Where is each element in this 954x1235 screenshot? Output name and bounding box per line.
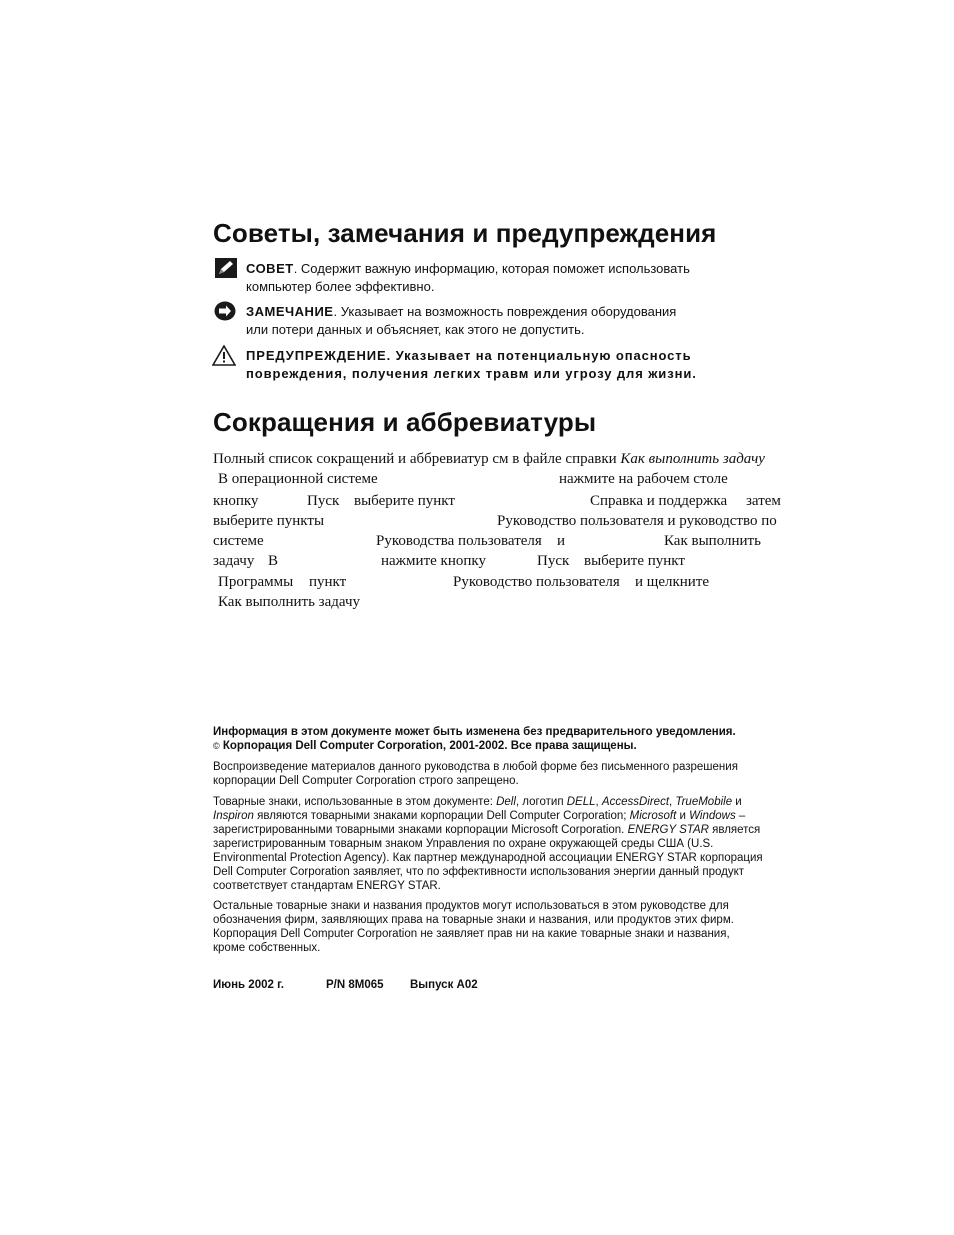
notice-text bbox=[246, 303, 676, 339]
abbrev-l7b: пункт bbox=[309, 574, 347, 590]
abbrev-l6d: Пуск bbox=[537, 553, 570, 569]
copyright-symbol: © bbox=[213, 741, 220, 751]
abbrev-l4a: выберите пункты bbox=[213, 513, 325, 529]
footer-repro: Воспроизведение материалов данного руководства в любой форме без письменного разрешения корпорации Dell Computer Corporation строго запрещено. bbox=[213, 761, 738, 787]
abbrev-l3c: выберите пункт bbox=[354, 493, 455, 509]
notice-line2: или потери данных и объясняет, как этого не допустить. bbox=[246, 322, 585, 337]
footer-trademarks: Товарные знаки, использованные в этом документе: Dell, логотип DELL, AccessDirect, TrueMobile и Inspiron являются товарными знаками корпорации Dell Computer Corporation; Microsoft и Windows – зарегистрированными товарными знаками корпорации Microsoft Corporation. ENERGY STAR является зарегистрированным товарным знаком Управления по охране окружающей среды США (U.S. Environmental Protection Agency). Как партнер международной ассоциации ENERGY STAR корпорация Dell Computer Corporation заявляет, что по эффективности использования энергии данный продукт соответствует стандартам ENERGY STAR. bbox=[213, 796, 763, 892]
abbrev-l4b: Руководство пользователя и руководство по bbox=[497, 513, 777, 529]
abbrev-l3a: кнопку bbox=[213, 493, 259, 509]
abbrev-l7a: Программы bbox=[218, 574, 294, 590]
hint-line1: . Содержит важную информацию, которая поможет использовать bbox=[293, 261, 690, 276]
footer-date: Июнь 2002 г. bbox=[213, 979, 284, 991]
warning-text bbox=[246, 347, 697, 383]
hint-line2: компьютер более эффективно. bbox=[246, 279, 435, 294]
warning-line2: повреждения, получения легких травм или угрозу для жизни. bbox=[246, 366, 697, 381]
abbrev-l7c: Руководство пользователя bbox=[453, 574, 620, 590]
abbrev-l5c: и bbox=[557, 533, 566, 549]
abbrev-l6b: В bbox=[268, 553, 279, 569]
footer-other-trademarks: Остальные товарные знаки и названия продуктов могут использоваться в этом руководстве для обозначения фирм, заявляющих права на товарные знаки и названия, или продуктов этих фирм. Корпорация Dell Computer Corporation не заявляет прав ни на какие товарные знаки и названия, кроме собственных. bbox=[213, 900, 734, 954]
pencil-note-icon bbox=[215, 258, 237, 283]
warning-line1: . Указывает на потенциальную опасность bbox=[386, 348, 692, 363]
abbrev-l2b: нажмите на рабочем столе bbox=[559, 471, 728, 487]
abbrev-l6a: задачу bbox=[213, 553, 255, 569]
footer-part-number: P/N 8M065 bbox=[326, 979, 384, 991]
abbrev-l3b: Пуск bbox=[307, 493, 340, 509]
abbrev-l2a: В операционной системе bbox=[218, 471, 378, 487]
notice-line1: . Указывает на возможность повреждения оборудования bbox=[333, 304, 677, 319]
abbrev-l5b: Руководства пользователя bbox=[376, 533, 542, 549]
help-file-title: Как выполнить задачу bbox=[620, 451, 765, 467]
abbrev-l6c: нажмите кнопку bbox=[381, 553, 486, 569]
notice-label: ЗАМЕЧАНИЕ bbox=[246, 304, 334, 319]
abbrev-line1: Полный список сокращений и аббревиатур см в файле справки Как выполнить задачу bbox=[213, 451, 765, 467]
warning-label: ПРЕДУПРЕЖДЕНИЕ bbox=[246, 348, 387, 363]
heading-abbrev: Сокращения и аббревиатуры bbox=[213, 407, 597, 437]
hint-label: СОВЕТ bbox=[246, 261, 294, 276]
abbrev-l3d: Справка и поддержка bbox=[590, 493, 728, 509]
abbrev-l5a: системе bbox=[213, 533, 264, 549]
abbrev-l3e: затем bbox=[746, 493, 781, 509]
footer-notice: Информация в этом документе может быть изменена без предварительного уведомления. bbox=[213, 726, 736, 738]
abbrev-l7d: и щелкните bbox=[635, 574, 710, 590]
hint-text bbox=[246, 260, 690, 296]
heading-tips: Советы, замечания и предупреждения bbox=[213, 218, 717, 248]
abbrev-l8a: Как выполнить задачу bbox=[218, 594, 360, 610]
abbrev-l6e: выберите пункт bbox=[584, 553, 685, 569]
warning-triangle-icon bbox=[212, 345, 236, 371]
footer-copyright: © Корпорация Dell Computer Corporation, 2001-2002. Все права защищены. bbox=[213, 740, 637, 752]
notice-arrow-icon bbox=[214, 301, 236, 326]
abbrev-l5d: Как выполнить bbox=[664, 533, 761, 549]
footer-revision: Выпуск A02 bbox=[410, 979, 478, 991]
